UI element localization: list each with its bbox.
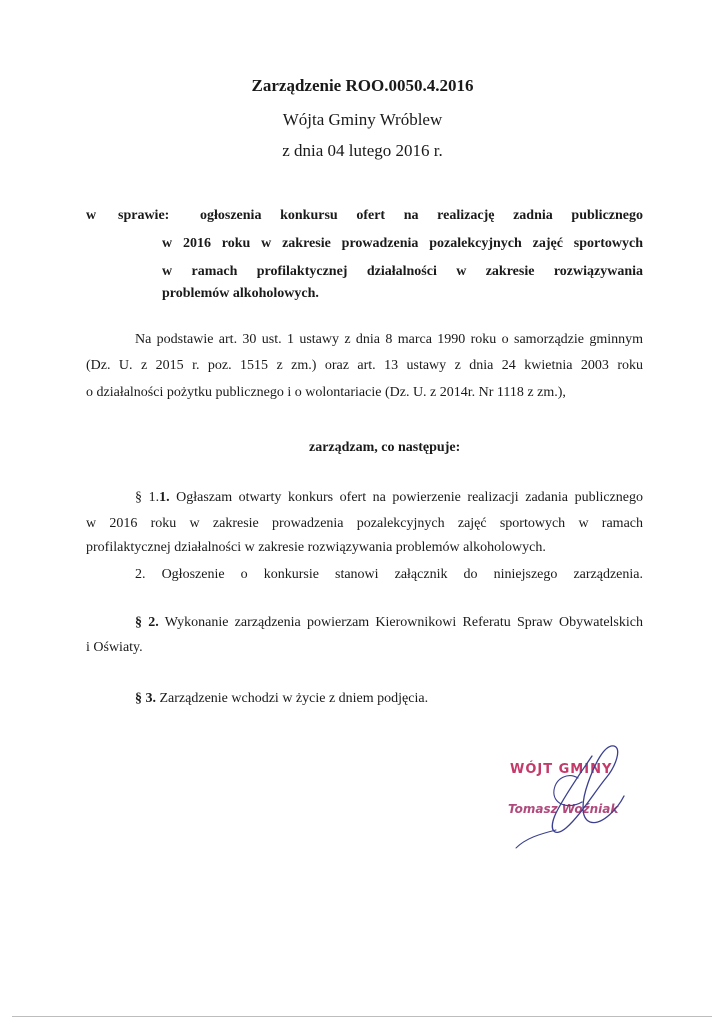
paragraph-1-point-2: 2. Ogłoszenie o konkursie stanowi załącznik do niniejszego zarządzenia. [135,567,643,582]
subject-line-2: w 2016 roku w zakresie prowadzenia pozalekcyjnych zajęć sportowych [162,236,643,251]
paragraph-3-text: Zarządzenie wchodzi w życie z dniem podjęcia. [156,691,429,706]
paragraph-3-mark: § 3. [135,691,156,706]
date-line: z dnia 04 lutego 2016 r. [282,141,443,160]
bottom-edge-rule [12,1016,712,1017]
paragraph-2-line-1 [135,614,643,632]
paragraph-2-mark: § 2. [135,615,159,630]
subject-line-3: w ramach profilaktycznej działalności w zakresie rozwiązywania [162,264,643,279]
paragraph-1-line-2: w 2016 roku w zakresie prowadzenia pozalekcyjnych zajęć sportowych w ramach [86,516,643,531]
point-1-number: 1. [159,490,170,505]
paragraph-2-text: Wykonanie zarządzenia powierzam Kierownikowi Referatu Spraw Obywatelskich [158,615,643,630]
paragraph-1-line-3: profilaktycznej działalności w zakresie rozwiązywania problemów alkoholowych. [86,540,546,555]
subject-label: sprawie: [118,208,170,223]
preamble-line-1: Na podstawie art. 30 ust. 1 ustawy z dnia 8 marca 1990 roku o samorządzie gminnym [135,332,643,347]
subject-prefix: w [86,208,97,223]
preamble-line-3: o działalności pożytku publicznego i o wolontariacie (Dz. U. z 2014r. Nr 1118 z zm.), [86,385,566,400]
paragraph-1-text: Ogłaszam otwarty konkurs ofert na powierzenie realizacji zadania publicznego [169,490,643,505]
handwritten-signature [496,738,646,858]
preamble-line-2: (Dz. U. z 2015 r. poz. 1515 z zm.) oraz art. 13 ustawy z dnia 24 kwietnia 2003 roku [86,358,643,373]
paragraph-3 [135,690,428,708]
stamp-name: Tomasz Woźniak [508,802,619,816]
paragraph-1-line-1 [135,489,643,507]
document-title: Zarządzenie ROO.0050.4.2016 [251,76,474,95]
subject-line-1: ogłoszenia konkursu ofert na realizację zadnia publicznego [200,208,643,223]
issuer-line: Wójta Gminy Wróblew [282,110,443,129]
stamp-title: WÓJT GMINY [510,762,613,777]
signature-stamp [496,738,646,858]
subject-line-4: problemów alkoholowych. [162,286,319,301]
decree-phrase: zarządzam, co następuje: [309,440,461,455]
paragraph-1-mark: § 1. [135,490,160,505]
paragraph-2-line-2: i Oświaty. [86,640,143,655]
